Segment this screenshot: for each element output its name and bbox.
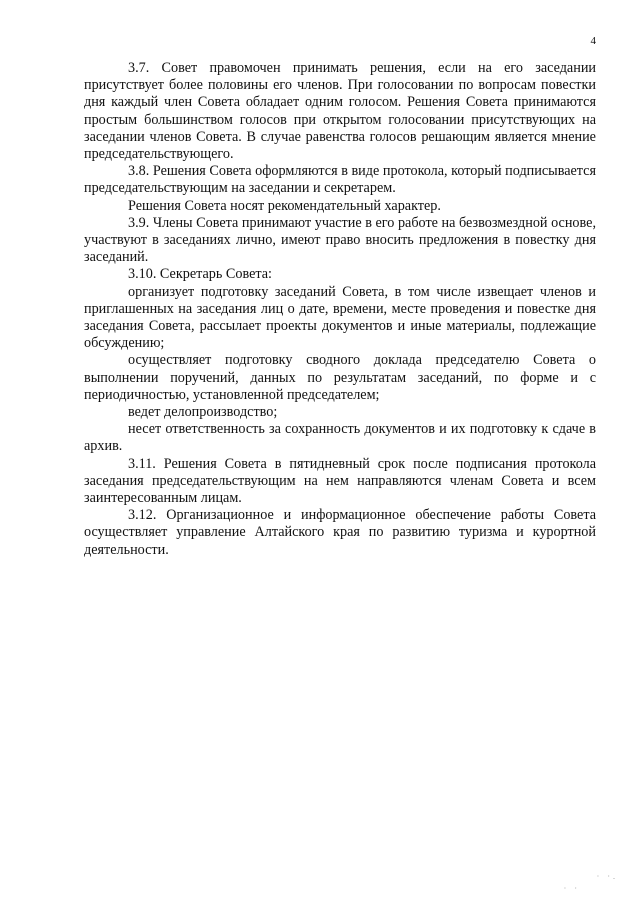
paragraph-3-10-heading: 3.10. Секретарь Совета: bbox=[128, 266, 273, 283]
secretary-duty-item: организует подготовку заседаний Совета, в том числе извещает членов и приглашенных на заседания лиц о дате, времени, месте проведения и повестке дня заседания Совета, рассылает проекты документов и иные материалы, подлежащие обсуждению; bbox=[84, 283, 596, 352]
paragraph-3-9: 3.9. Члены Совета принимают участие в его работе на безвозмездной основе, участвуют в заседаниях лично, имеют право вносить предложения в повестку дня заседаний. bbox=[84, 214, 596, 266]
secretary-duty-item: несет ответственность за сохранность документов и их подготовку к сдаче в архив. bbox=[84, 421, 596, 455]
secretary-duty-item: ведет делопроизводство; bbox=[128, 404, 278, 421]
paragraph-3-12: 3.12. Организационное и информационное обеспечение работы Совета осуществляет управление Алтайского края по развитию туризма и курортной деятельности. bbox=[84, 507, 596, 558]
paragraph-3-8-note: Решения Совета носят рекомендательный характер. bbox=[128, 197, 441, 214]
paragraph-3-7: 3.7. Совет правомочен принимать решения, если на его заседании присутствует более половины его членов. При голосовании по вопросам повестки дня каждый член Совета обладает одним голосом. Решения Совета принимаются простым большинством голосов при открытом голосовании присутствующих на заседании членов Совета. В случае равенства голосов решающим является мнение председательствующего. bbox=[84, 60, 596, 163]
scan-speck: · ·. bbox=[596, 872, 618, 881]
page-number: 4 bbox=[590, 35, 596, 47]
paragraph-3-11: 3.11. Решения Совета в пятидневный срок после подписания протокола заседания председательствующим на нем направляются членам Совета и всем заинтересованным лицам. bbox=[84, 455, 596, 507]
paragraph-3-8: 3.8. Решения Совета оформляются в виде протокола, который подписывается председательствующим на заседании и секретарем. bbox=[84, 163, 596, 197]
document-body bbox=[84, 60, 596, 559]
scan-speck: · · bbox=[563, 884, 580, 893]
secretary-duty-item: осуществляет подготовку сводного доклада председателю Совета о выполнении поручений, данных по результатам заседаний, по форме и с периодичностью, установленной председателем; bbox=[84, 352, 596, 403]
